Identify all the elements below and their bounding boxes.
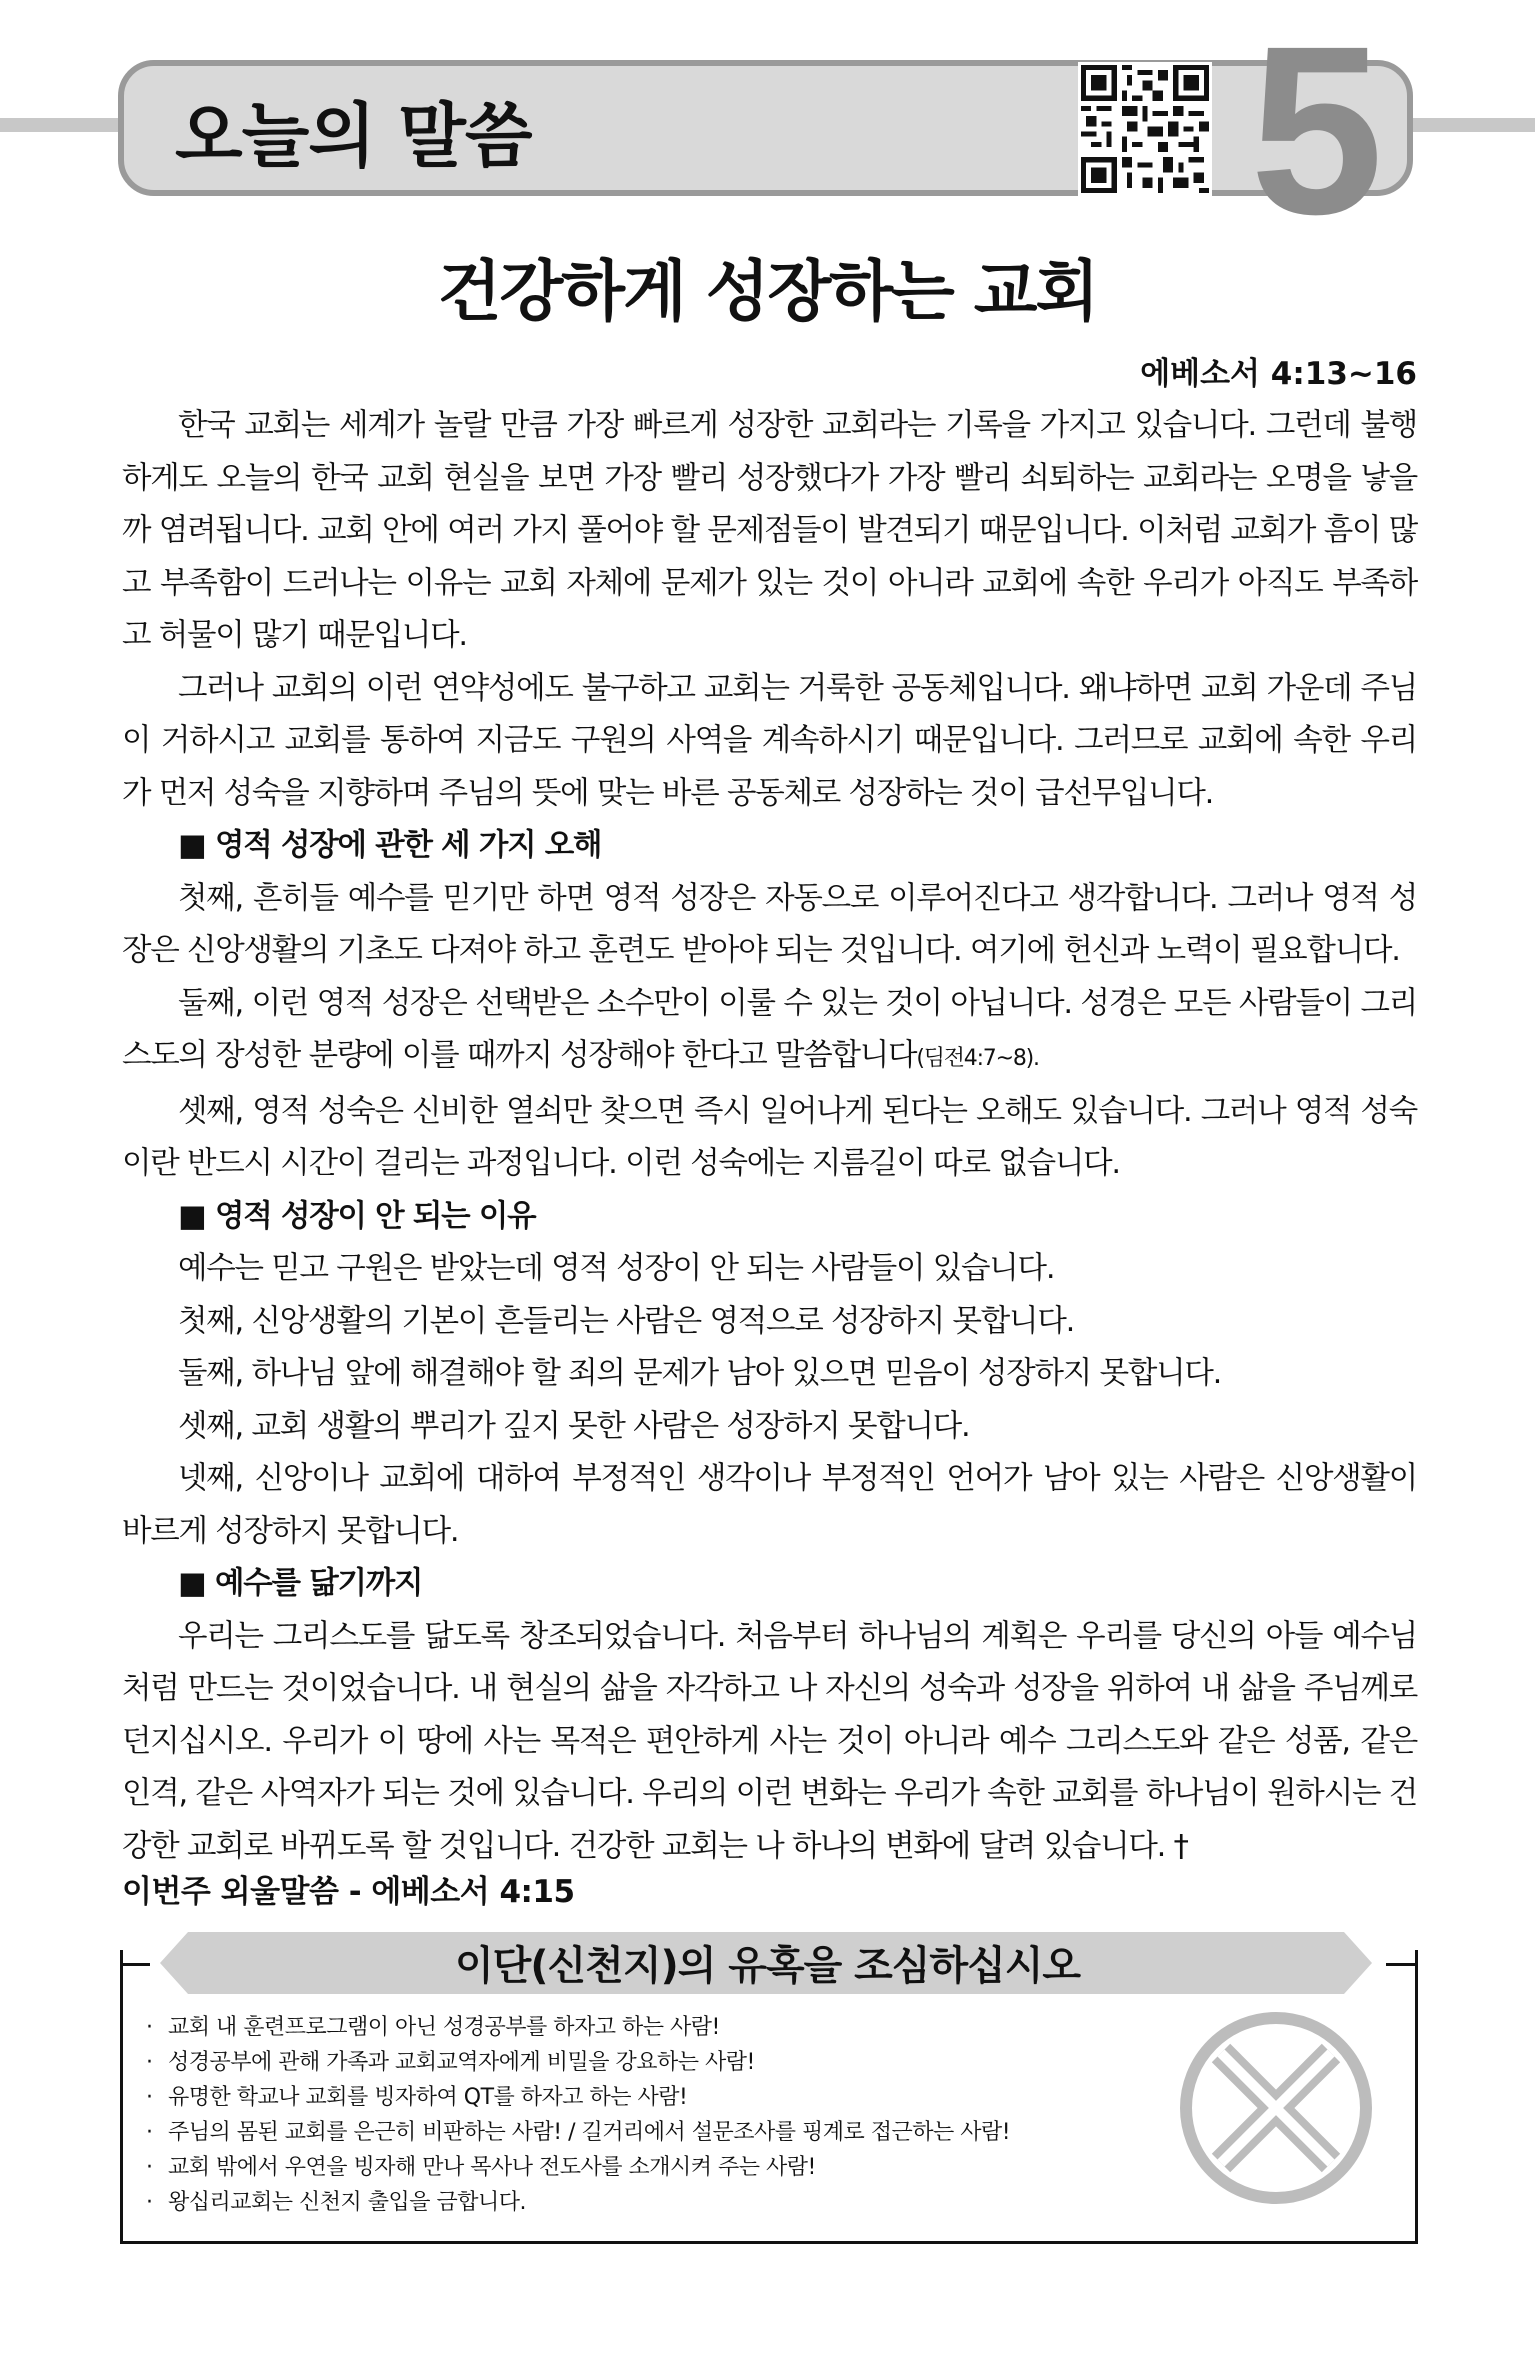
- section-heading: ■ 영적 성장이 안 되는 이유: [178, 1198, 536, 1234]
- list-item: · 교회 내 훈련프로그램이 아닌 성경공부를 하자고 하는 사람!: [146, 2010, 1010, 2045]
- list-item: · 왕십리교회는 신천지 출입을 금합니다.: [146, 2185, 1010, 2220]
- paragraph: 그러나 교회의 이런 연약성에도 불구하고 교회는 거룩한 공동체입니다. 왜냐하면 교회 가운데 주님이 거하시고 교회를 통하여 지금도 구원의 사역을 계속하시기 때문입니다. 그러므로 교회에 속한 우리가 먼저 성숙을 지향하며 주님의 뜻에 맞는 바른 공동체로 성장하는 것이 급선무입니다.: [122, 670, 1417, 811]
- list-item: 예수는 믿고 구원은 받았는데 영적 성장이 안 되는 사람들이 있습니다.: [178, 1251, 1055, 1286]
- list-item: 넷째, 신앙이나 교회에 대하여 부정적인 생각이나 부정적인 언어가 남아 있는 사람은 신앙생활이 바르게 성장하지 못합니다.: [122, 1461, 1417, 1549]
- paragraph: 셋째, 영적 성숙은 신비한 열쇠만 찾으면 즉시 일어나게 된다는 오해도 있습니다. 그러나 영적 성숙이란 반드시 시간이 걸리는 과정입니다. 이런 성숙에는 지름길이 따로 없습니다.: [122, 1093, 1417, 1181]
- sermon-title: 건강하게 성장하는 교회: [437, 253, 1098, 330]
- section-title: 오늘의 말씀: [175, 95, 532, 177]
- list-item: 첫째, 신앙생활의 기본이 흔들리는 사람은 영적으로 성장하지 못합니다.: [178, 1303, 1075, 1339]
- list-item: · 성경공부에 관해 가족과 교회교역자에게 비밀을 강요하는 사람!: [146, 2045, 1010, 2080]
- list-item: · 교회 밖에서 우연을 빙자해 만나 목사나 전도사를 소개시켜 주는 사람!: [146, 2150, 1010, 2185]
- list-item: 셋째, 교회 생활의 뿌리가 깊지 못한 사람은 성장하지 못합니다.: [178, 1408, 970, 1444]
- paragraph: [122, 978, 1417, 1086]
- section-heading: ■ 영적 성장에 관한 세 가지 오해: [178, 828, 602, 863]
- bible-reference: (딤전4:7~8).: [916, 1046, 1039, 1071]
- warning-list: [146, 2010, 1010, 2220]
- prohibited-x-icon: [1176, 2008, 1376, 2208]
- page-number: 5: [1250, 0, 1384, 264]
- paragraph: 첫째, 흔히들 예수를 믿기만 하면 영적 성장은 자동으로 이루어진다고 생각합니다. 그러나 영적 성장은 신앙생활의 기초도 다져야 하고 훈련도 받아야 되는 것입니다. 여기에 헌신과 노력이 필요합니다.: [122, 880, 1417, 968]
- list-item: · 유명한 학교나 교회를 빙자하여 QT를 하자고 하는 사람!: [146, 2080, 1010, 2115]
- paragraph: 한국 교회는 세계가 놀랄 만큼 가장 빠르게 성장한 교회라는 기록을 가지고 있습니다. 그런데 불행하게도 오늘의 한국 교회 현실을 보면 가장 빨리 성장했다가 가장 빨리 쇠퇴하는 교회라는 오명을 낳을까 염려됩니다. 교회 안에 여러 가지 풀어야 할 문제점들이 발견되기 때문입니다. 이처럼 교회가 흠이 많고 부족함이 드러나는 이유는 교회 자체에 문제가 있는 것이 아니라 교회에 속한 우리가 아직도 부족하고 허물이 많기 때문입니다.: [122, 408, 1417, 653]
- warning-title: 이단(신천지)의 유혹을 조심하십시오: [454, 1943, 1080, 1989]
- list-item: 둘째, 하나님 앞에 해결해야 할 죄의 문제가 남아 있으면 믿음이 성장하지 못합니다.: [178, 1356, 1222, 1391]
- paragraph-text: 둘째, 이런 영적 성장은 선택받은 소수만이 이룰 수 있는 것이 아닙니다. 성경은 모든 사람들이 그리스도의 장성한 분량에 이를 때까지 성장해야 한다고 말씀합니다: [122, 985, 1417, 1073]
- paragraph: 우리는 그리스도를 닮도록 창조되었습니다. 처음부터 하나님의 계획은 우리를 당신의 아들 예수님처럼 만드는 것이었습니다. 내 현실의 삶을 자각하고 나 자신의 성숙과 성장을 위하여 내 삶을 주님께로 던지십시오. 우리가 이 땅에 사는 목적은 편안하게 사는 것이 아니라 예수 그리스도와 같은 성품, 같은 인격, 같은 사역자가 되는 것에 있습니다. 우리의 이런 변화는 우리가 속한 교회를 하나님이 원하시는 건강한 교회로 바뀌도록 할 것입니다. 건강한 교회는 나 하나의 변화에 달려 있습니다. †: [122, 1618, 1417, 1864]
- section-heading: ■ 예수를 닮기까지: [178, 1566, 423, 1601]
- list-item: · 주님의 몸된 교회를 은근히 비판하는 사람! / 길거리에서 설문조사를 핑계로 접근하는 사람!: [146, 2115, 1010, 2150]
- scripture-reference: 에베소서 4:13~16: [1140, 356, 1417, 392]
- qr-code-icon[interactable]: [1078, 62, 1212, 196]
- memory-verse: 이번주 외울말씀 - 에베소서 4:15: [122, 1874, 575, 1910]
- sermon-body: [122, 400, 1417, 1873]
